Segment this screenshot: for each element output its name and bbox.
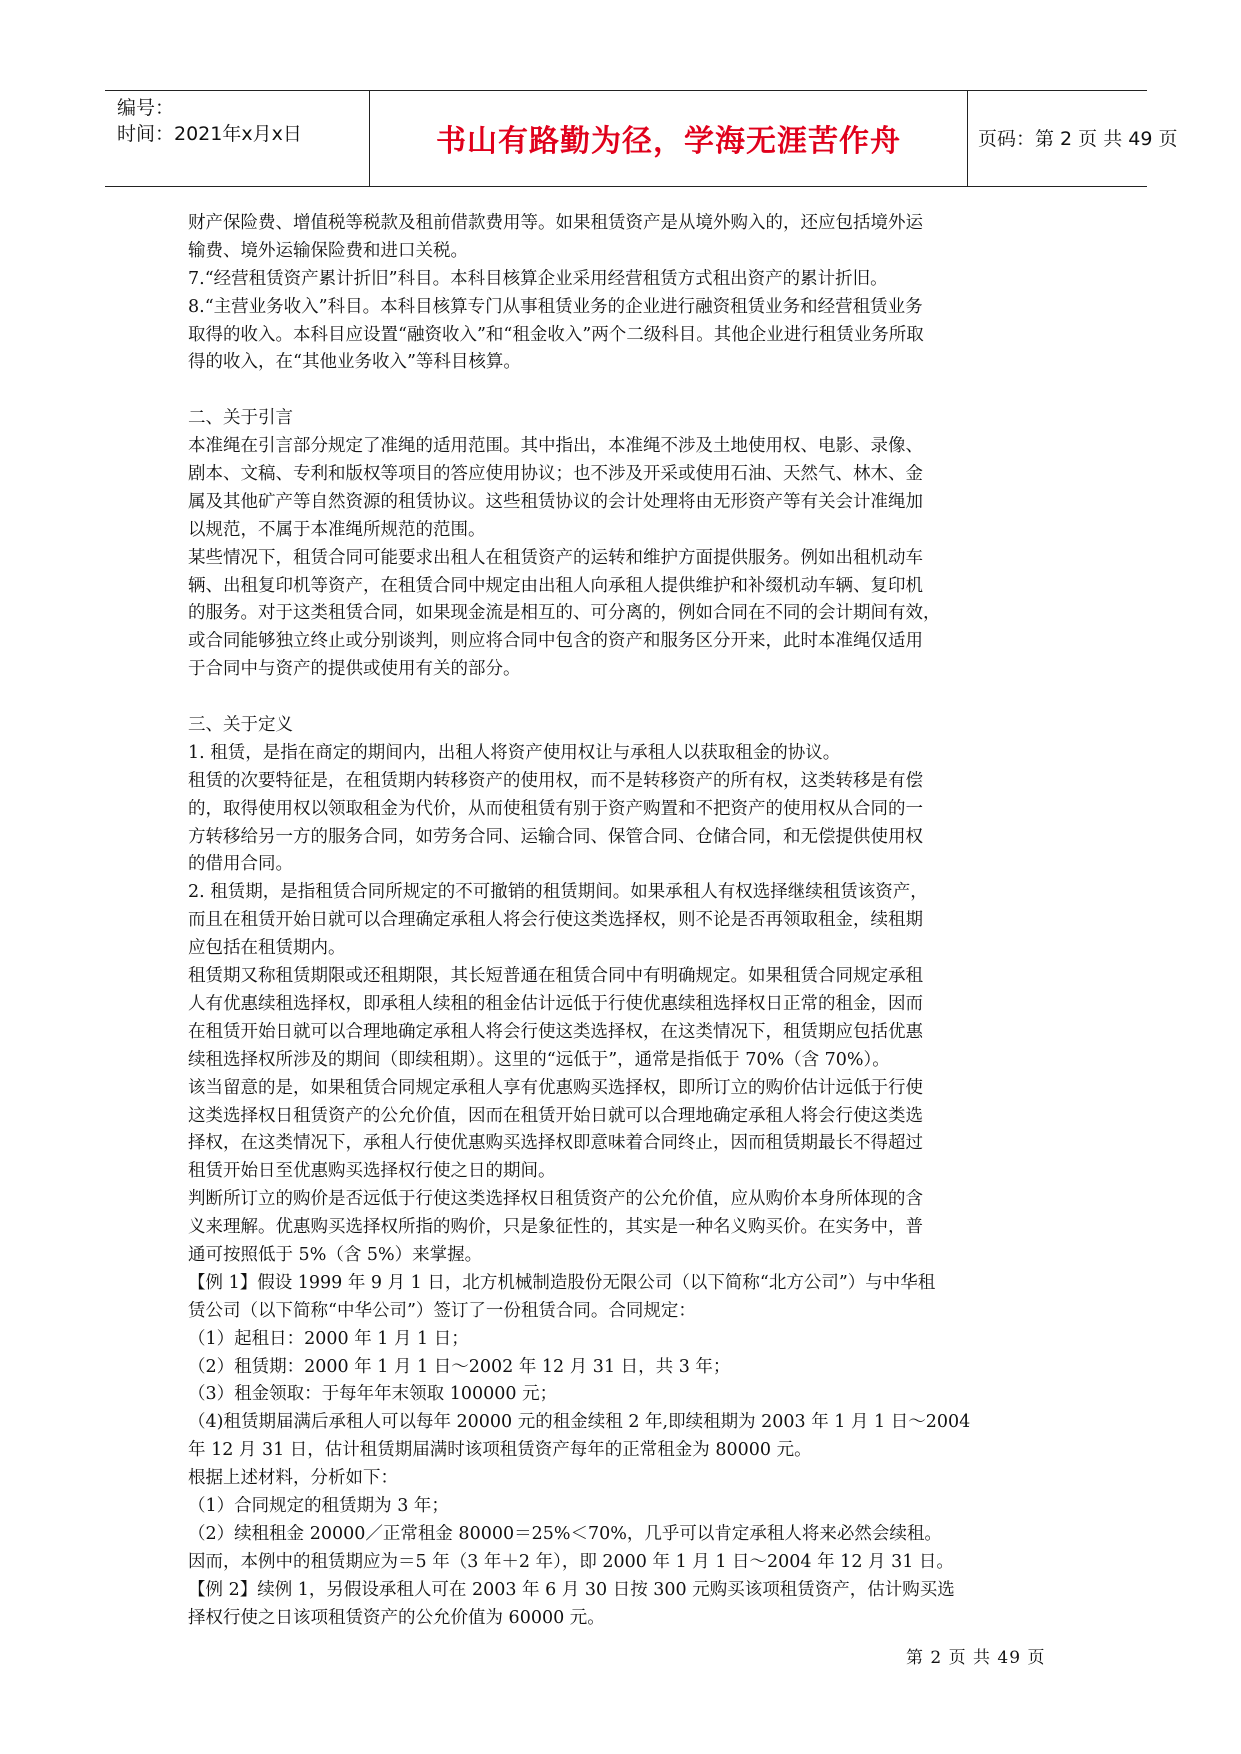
header-motto-cell <box>369 91 968 186</box>
body-text-line: 二、关于引言 <box>188 408 293 429</box>
body-text-line: 或合同能够独立终止或分别谈判，则应将合同中包含的资产和服务区分开来，此时本准绳仅适用 <box>188 631 923 652</box>
body-text-line: 8.“主营业务收入”科目。本科目核算专门从事租赁业务的企业进行融资租赁业务和经营租赁业务 <box>188 296 923 317</box>
body-text-line: 应包括在租赁期内。 <box>188 938 346 959</box>
body-text-line: 2. 租赁期，是指租赁合同所规定的不可撤销的租赁期间。如果承租人有权选择继续租赁该资产， <box>188 882 928 903</box>
body-text-line: 租赁开始日至优惠购买选择权行使之日的期间。 <box>188 1161 556 1182</box>
body-text-line: 该当留意的是，如果租赁合同规定承租人享有优惠购买选择权，即所订立的购价估计远低于行使 <box>188 1077 923 1098</box>
body-text-line: 1. 租赁，是指在商定的期间内，出租人将资产使用权让与承租人以获取租金的协议。 <box>188 742 841 763</box>
body-text-line: 年 12 月 31 日，估计租赁期届满时该项租赁资产每年的正常租金为 80000 元。 <box>188 1440 812 1461</box>
body-text-line: 而且在租赁开始日就可以合理确定承租人将会行使这类选择权，则不论是否再领取租金，续租期 <box>188 910 923 931</box>
body-text-line: 的借用合同。 <box>188 854 293 875</box>
document-header <box>105 90 1178 187</box>
body-text-line: 本准绳在引言部分规定了准绳的适用范围。其中指出，本准绳不涉及土地使用权、电影、录像、 <box>188 436 923 457</box>
body-text-line: 判断所订立的购价是否远低于行使这类选择权日租赁资产的公允价值，应从购价本身所体现的含 <box>188 1189 923 1210</box>
body-text-line: 这类选择权日租赁资产的公允价值，因而在租赁开始日就可以合理地确定承租人将会行使这类选 <box>188 1105 923 1126</box>
body-text-line: 得的收入，在“其他业务收入”等科目核算。 <box>188 352 521 373</box>
body-text-line: 人有优惠续租选择权，即承租人续租的租金估计远低于行使优惠续租选择权日正常的租金，因而 <box>188 993 923 1014</box>
body-text-line: （1）起租日：2000 年 1 月 1 日； <box>188 1328 469 1349</box>
header-left-cell <box>105 91 369 186</box>
body-text-line: 财产保险费、增值税等税款及租前借款费用等。如果租赁资产是从境外购入的，还应包括境外运 <box>188 213 923 233</box>
header-motto: 书山有路勤为径，学海无涯苦作舟 <box>436 124 901 159</box>
body-text-line: 通可按照低于 5%（含 5%）来掌握。 <box>188 1244 483 1265</box>
body-text-line: 【例 1】假设 1999 年 9 月 1 日，北方机械制造股份无限公司（以下简称“北方公司”）与中华租 <box>188 1272 936 1293</box>
blank-line <box>188 684 1058 712</box>
document-body <box>188 210 1058 1632</box>
body-text-line: （3）租金领取：于每年年末领取 100000 元； <box>188 1384 558 1405</box>
body-text-line: 输费、境外运输保险费和进口关税。 <box>188 240 468 261</box>
body-text-line: 租赁期又称租赁期限或还租期限，其长短普通在租赁合同中有明确规定。如果租赁合同规定承租 <box>188 966 923 987</box>
body-text-line: 赁公司（以下简称“中华公司”）签订了一份租赁合同。合同规定： <box>188 1300 696 1321</box>
body-text-line: 取得的收入。本科目应设置“融资收入”和“租金收入”两个二级科目。其他企业进行租赁业务所取 <box>188 324 924 345</box>
body-text-line: 【例 2】续例 1，另假设承租人可在 2003 年 6 月 30 日按 300 元购买该项租赁资产，估计购买选 <box>188 1579 955 1600</box>
document-time-label: 时间：2021年x月x日 <box>117 123 302 145</box>
body-text-line: 的，取得使用权以领取租金为代价，从而使租赁有别于资产购置和不把资产的使用权从合同的一 <box>188 798 923 819</box>
body-text-line: 续租选择权所涉及的期间（即续租期）。这里的“远低于”，通常是指低于 70%（含 70%）。 <box>188 1049 890 1070</box>
body-text-line: 某些情况下，租赁合同可能要求出租人在租赁资产的运转和维护方面提供服务。例如出租机动车 <box>188 547 923 568</box>
body-text-line: 的服务。对于这类租赁合同，如果现金流是相互的、可分离的，例如合同在不同的会计期间有效， <box>188 603 941 624</box>
body-text-line: （4)租赁期届满后承租人可以每年 20000 元的租金续租 2 年,即续租期为 2003 年 1 月 1 日～2004 <box>188 1412 971 1433</box>
body-text-line: 方转移给另一方的服务合同，如劳务合同、运输合同、保管合同、仓储合同，和无偿提供使用权 <box>188 826 923 847</box>
body-text-line: （1）合同规定的租赁期为 3 年； <box>188 1495 449 1516</box>
body-text-line: 租赁的次要特征是，在租赁期内转移资产的使用权，而不是转移资产的所有权，这类转移是有偿 <box>188 770 923 791</box>
page-footer: 第 2 页 共 49 页 <box>906 1648 1046 1668</box>
body-text-line: （2）续租租金 20000／正常租金 80000＝25%＜70%，几乎可以肯定承租人将来必然会续租。 <box>188 1523 942 1544</box>
header-right-cell <box>966 91 1178 186</box>
body-text-line: （2）租赁期：2000 年 1 月 1 日～2002 年 12 月 31 日，共 3 年； <box>188 1356 731 1377</box>
body-text-line: 择权，在这类情况下，承租人行使优惠购买选择权即意味着合同终止，因而租赁期最长不得超过 <box>188 1133 923 1154</box>
body-text-line: 在租赁开始日就可以合理地确定承租人将会行使这类选择权，在这类情况下，租赁期应包括优惠 <box>188 1021 923 1042</box>
body-text-line: 以规范，不属于本准绳所规范的范围。 <box>188 519 486 540</box>
header-page-info: 页码：第 2 页 共 49 页 <box>978 128 1178 150</box>
blank-line <box>188 377 1058 405</box>
body-text-line: 根据上述材料，分析如下： <box>188 1468 398 1489</box>
body-text-line: 辆、出租复印机等资产，在租赁合同中规定由出租人向承租人提供维护和补缀机动车辆、复印机 <box>188 575 923 596</box>
body-text-line: 义来理解。优惠购买选择权所指的购价，只是象征性的，其实是一种名义购买价。在实务中，普 <box>188 1217 923 1238</box>
body-text-line: 于合同中与资产的提供或使用有关的部分。 <box>188 659 521 680</box>
body-text-line: 剧本、文稿、专利和版权等项目的答应使用协议；也不涉及开采或使用石油、天然气、林木、金 <box>188 464 923 485</box>
body-text-line: 7.“经营租赁资产累计折旧”科目。本科目核算企业采用经营租赁方式租出资产的累计折旧。 <box>188 268 888 289</box>
document-number-label: 编号： <box>117 97 175 119</box>
body-text-line: 三、关于定义 <box>188 715 293 736</box>
body-text-line: 因而，本例中的租赁期应为＝5 年（3 年＋2 年），即 2000 年 1 月 1 日～2004 年 12 月 31 日。 <box>188 1551 954 1572</box>
body-text-line: 属及其他矿产等自然资源的租赁协议。这些租赁协议的会计处理将由无形资产等有关会计准绳加 <box>188 491 923 512</box>
body-text-line: 择权行使之日该项租赁资产的公允价值为 60000 元。 <box>188 1607 605 1628</box>
